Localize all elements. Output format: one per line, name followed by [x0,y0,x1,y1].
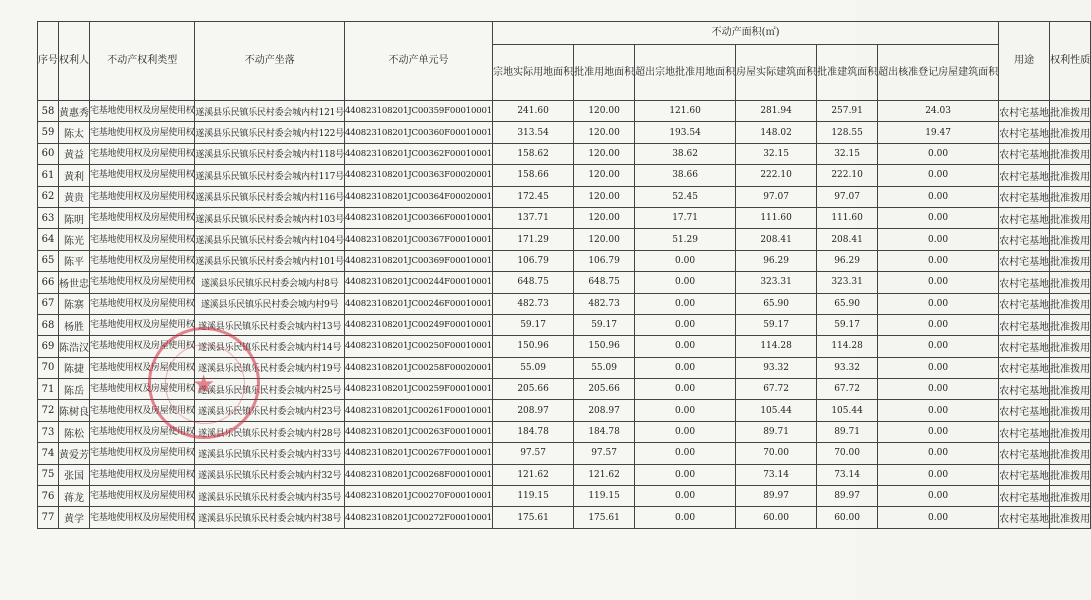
row-building-actual: 32.15 [736,143,817,164]
table-row [38,250,1091,271]
row-building-actual: 111.60 [736,207,817,228]
row-building-excess: 0.00 [878,357,999,378]
row-land-actual: 119.15 [493,486,574,507]
row-land-approved: 120.00 [574,101,635,122]
row-building-actual: 65.90 [736,293,817,314]
row-location: 遂溪县乐民镇乐民村委会城内村117号 [195,165,345,186]
row-building-actual: 114.28 [736,336,817,357]
row-usage: 农村宅基地 [999,443,1050,464]
row-unit-no: 440823108201JC00268F00010001 [345,464,493,485]
row-building-excess: 0.00 [878,486,999,507]
row-seq: 70 [38,357,59,378]
row-building-actual: 323.31 [736,272,817,293]
col-header-building-actual: 房屋实际建筑面积 [736,45,817,101]
row-seq: 67 [38,293,59,314]
row-land-actual: 106.79 [493,250,574,271]
row-land-excess: 0.00 [635,336,736,357]
row-building-actual: 89.97 [736,486,817,507]
row-right-type: 宅基地使用权及房屋使用权 [90,229,195,250]
row-owner: 陈太 [59,122,90,143]
row-land-approved: 150.96 [574,336,635,357]
row-building-approved: 128.55 [817,122,878,143]
row-nature: 批准拨用 [1050,486,1091,507]
row-building-approved: 93.32 [817,357,878,378]
row-location: 遂溪县乐民镇乐民村委会城内村13号 [195,314,345,335]
row-owner: 陈寨 [59,293,90,314]
row-land-actual: 175.61 [493,507,574,528]
row-building-excess: 0.00 [878,336,999,357]
row-usage: 农村宅基地 [999,421,1050,442]
row-seq: 66 [38,272,59,293]
row-nature: 批准拨用 [1050,464,1091,485]
row-seq: 69 [38,336,59,357]
row-land-excess: 0.00 [635,486,736,507]
row-usage: 农村宅基地 [999,507,1050,528]
row-seq: 61 [38,165,59,186]
row-building-actual: 105.44 [736,400,817,421]
row-seq: 59 [38,122,59,143]
row-land-excess: 17.71 [635,207,736,228]
table-row [38,122,1091,143]
row-right-type: 宅基地使用权及房屋使用权 [90,250,195,271]
row-land-approved: 119.15 [574,486,635,507]
row-seq: 75 [38,464,59,485]
row-usage: 农村宅基地 [999,143,1050,164]
row-usage: 农村宅基地 [999,229,1050,250]
table-row [38,357,1091,378]
row-location: 遂溪县乐民镇乐民村委会城内村35号 [195,486,345,507]
row-land-approved: 648.75 [574,272,635,293]
row-seq: 64 [38,229,59,250]
row-seq: 65 [38,250,59,271]
row-building-actual: 281.94 [736,101,817,122]
row-location: 遂溪县乐民镇乐民村委会城内村25号 [195,379,345,400]
row-right-type: 宅基地使用权及房屋使用权 [90,379,195,400]
row-unit-no: 440823108201JC00249F00010001 [345,314,493,335]
row-land-approved: 482.73 [574,293,635,314]
row-seq: 62 [38,186,59,207]
row-building-excess: 0.00 [878,272,999,293]
row-owner: 陈捷 [59,357,90,378]
row-owner: 黄贵 [59,186,90,207]
row-right-type: 宅基地使用权及房屋使用权 [90,421,195,442]
row-location: 遂溪县乐民镇乐民村委会城内村19号 [195,357,345,378]
row-land-excess: 0.00 [635,357,736,378]
table-row [38,314,1091,335]
row-unit-no: 440823108201JC00267F00010001 [345,443,493,464]
row-location: 遂溪县乐民镇乐民村委会城内村33号 [195,443,345,464]
table-row [38,464,1091,485]
row-owner: 黄惠秀 [59,101,90,122]
table-row [38,229,1091,250]
row-right-type: 宅基地使用权及房屋使用权 [90,101,195,122]
row-right-type: 宅基地使用权及房屋使用权 [90,357,195,378]
row-building-approved: 60.00 [817,507,878,528]
row-land-excess: 0.00 [635,464,736,485]
row-land-excess: 0.00 [635,293,736,314]
row-land-actual: 121.62 [493,464,574,485]
row-land-actual: 97.57 [493,443,574,464]
table-row [38,101,1091,122]
row-land-approved: 106.79 [574,250,635,271]
row-building-actual: 97.07 [736,186,817,207]
row-land-excess: 51.29 [635,229,736,250]
row-usage: 农村宅基地 [999,122,1050,143]
row-unit-no: 440823108201JC00360F00010001 [345,122,493,143]
row-right-type: 宅基地使用权及房屋使用权 [90,400,195,421]
row-owner: 蒋龙 [59,486,90,507]
row-seq: 71 [38,379,59,400]
row-location: 遂溪县乐民镇乐民村委会城内村32号 [195,464,345,485]
row-building-excess: 0.00 [878,143,999,164]
row-building-approved: 70.00 [817,443,878,464]
row-right-type: 宅基地使用权及房屋使用权 [90,272,195,293]
row-owner: 黄爱芳 [59,443,90,464]
row-land-approved: 120.00 [574,143,635,164]
row-building-actual: 96.29 [736,250,817,271]
row-land-actual: 55.09 [493,357,574,378]
row-land-excess: 0.00 [635,272,736,293]
row-building-excess: 0.00 [878,186,999,207]
row-building-excess: 0.00 [878,229,999,250]
col-header-building-approved: 批准建筑面积 [817,45,878,101]
row-location: 遂溪县乐民镇乐民村委会城内村101号 [195,250,345,271]
row-building-excess: 0.00 [878,507,999,528]
row-right-type: 宅基地使用权及房屋使用权 [90,464,195,485]
row-building-excess: 0.00 [878,443,999,464]
row-land-approved: 97.57 [574,443,635,464]
row-nature: 批准拨用 [1050,207,1091,228]
col-header-area-actual: 宗地实际用地面积 [493,45,574,101]
row-usage: 农村宅基地 [999,101,1050,122]
row-building-excess: 0.00 [878,421,999,442]
row-right-type: 宅基地使用权及房屋使用权 [90,165,195,186]
row-right-type: 宅基地使用权及房屋使用权 [90,336,195,357]
row-owner: 陈光 [59,229,90,250]
row-building-excess: 0.00 [878,314,999,335]
row-nature: 批准拨用 [1050,186,1091,207]
row-seq: 58 [38,101,59,122]
row-land-actual: 313.54 [493,122,574,143]
row-building-excess: 0.00 [878,165,999,186]
row-land-actual: 184.78 [493,421,574,442]
row-building-actual: 59.17 [736,314,817,335]
row-land-actual: 482.73 [493,293,574,314]
row-unit-no: 440823108201JC00272F00010001 [345,507,493,528]
row-land-excess: 0.00 [635,421,736,442]
row-building-actual: 208.41 [736,229,817,250]
row-land-excess: 38.62 [635,143,736,164]
row-usage: 农村宅基地 [999,272,1050,293]
row-building-excess: 0.00 [878,207,999,228]
row-unit-no: 440823108201JC00270F00010001 [345,486,493,507]
col-header-area-group: 不动产面积(㎡) [493,22,999,45]
row-building-actual: 67.72 [736,379,817,400]
row-location: 遂溪县乐民镇乐民村委会城内村38号 [195,507,345,528]
row-land-approved: 55.09 [574,357,635,378]
row-building-approved: 89.97 [817,486,878,507]
row-building-approved: 89.71 [817,421,878,442]
row-usage: 农村宅基地 [999,464,1050,485]
row-unit-no: 440823108201JC00261F00010001 [345,400,493,421]
row-land-actual: 158.62 [493,143,574,164]
row-land-excess: 0.00 [635,400,736,421]
row-building-approved: 65.90 [817,293,878,314]
row-land-actual: 171.29 [493,229,574,250]
row-land-actual: 59.17 [493,314,574,335]
col-header-usage: 用途 [999,22,1050,101]
row-building-actual: 93.32 [736,357,817,378]
row-building-approved: 96.29 [817,250,878,271]
row-land-approved: 121.62 [574,464,635,485]
row-location: 遂溪县乐民镇乐民村委会城内村28号 [195,421,345,442]
row-right-type: 宅基地使用权及房屋使用权 [90,486,195,507]
row-building-approved: 105.44 [817,400,878,421]
row-nature: 批准拨用 [1050,314,1091,335]
col-header-right-type: 不动产权利类型 [90,22,195,101]
row-land-excess: 0.00 [635,443,736,464]
row-owner: 张国 [59,464,90,485]
row-owner: 黄益 [59,143,90,164]
row-nature: 批准拨用 [1050,122,1091,143]
row-nature: 批准拨用 [1050,443,1091,464]
row-unit-no: 440823108201JC00366F00010001 [345,207,493,228]
row-right-type: 宅基地使用权及房屋使用权 [90,507,195,528]
row-nature: 批准拨用 [1050,336,1091,357]
table-row [38,165,1091,186]
row-building-approved: 32.15 [817,143,878,164]
row-building-excess: 0.00 [878,464,999,485]
row-location: 遂溪县乐民镇乐民村委会城内村14号 [195,336,345,357]
row-location: 遂溪县乐民镇乐民村委会城内村8号 [195,272,345,293]
table-row [38,293,1091,314]
row-land-excess: 0.00 [635,507,736,528]
row-building-approved: 208.41 [817,229,878,250]
row-usage: 农村宅基地 [999,293,1050,314]
col-header-building-excess: 超出核准登记房屋建筑面积 [878,45,999,101]
row-building-approved: 73.14 [817,464,878,485]
row-owner: 陈浩汉 [59,336,90,357]
row-land-excess: 0.00 [635,314,736,335]
table-row [38,272,1091,293]
row-seq: 63 [38,207,59,228]
row-nature: 批准拨用 [1050,143,1091,164]
table-row [38,507,1091,528]
row-land-actual: 137.71 [493,207,574,228]
row-building-excess: 0.00 [878,250,999,271]
row-nature: 批准拨用 [1050,101,1091,122]
row-owner: 陈平 [59,250,90,271]
row-land-actual: 241.60 [493,101,574,122]
row-owner: 杨世忠 [59,272,90,293]
row-owner: 黄利 [59,165,90,186]
col-header-area-approved: 批准用地面积 [574,45,635,101]
table-row [38,421,1091,442]
row-owner: 黄学 [59,507,90,528]
row-building-actual: 89.71 [736,421,817,442]
table-row [38,207,1091,228]
row-nature: 批准拨用 [1050,421,1091,442]
row-nature: 批准拨用 [1050,272,1091,293]
row-land-approved: 120.00 [574,229,635,250]
row-right-type: 宅基地使用权及房屋使用权 [90,122,195,143]
row-building-excess: 19.47 [878,122,999,143]
table-row [38,379,1091,400]
row-land-approved: 120.00 [574,122,635,143]
row-land-excess: 38.66 [635,165,736,186]
row-owner: 陈明 [59,207,90,228]
row-seq: 72 [38,400,59,421]
row-nature: 批准拨用 [1050,250,1091,271]
table-row [38,486,1091,507]
row-building-approved: 323.31 [817,272,878,293]
row-unit-no: 440823108201JC00259F00010001 [345,379,493,400]
row-usage: 农村宅基地 [999,336,1050,357]
row-building-actual: 73.14 [736,464,817,485]
row-building-excess: 0.00 [878,400,999,421]
col-header-owner: 权利人 [59,22,90,101]
row-right-type: 宅基地使用权及房屋使用权 [90,443,195,464]
row-nature: 批准拨用 [1050,507,1091,528]
row-land-actual: 648.75 [493,272,574,293]
row-building-approved: 59.17 [817,314,878,335]
row-land-actual: 172.45 [493,186,574,207]
row-owner: 陈树良 [59,400,90,421]
row-seq: 77 [38,507,59,528]
row-usage: 农村宅基地 [999,400,1050,421]
table-row [38,336,1091,357]
row-unit-no: 440823108201JC00244F00010001 [345,272,493,293]
col-header-seq: 序号 [38,22,59,101]
row-land-actual: 158.66 [493,165,574,186]
row-nature: 批准拨用 [1050,400,1091,421]
row-usage: 农村宅基地 [999,486,1050,507]
row-right-type: 宅基地使用权及房屋使用权 [90,207,195,228]
row-seq: 68 [38,314,59,335]
row-usage: 农村宅基地 [999,207,1050,228]
row-building-excess: 24.03 [878,101,999,122]
row-usage: 农村宅基地 [999,357,1050,378]
row-location: 遂溪县乐民镇乐民村委会城内村118号 [195,143,345,164]
row-land-actual: 150.96 [493,336,574,357]
red-seal-stamp: ★ [148,327,260,439]
row-unit-no: 440823108201JC00367F00010001 [345,229,493,250]
table-row [38,186,1091,207]
row-unit-no: 440823108201JC00359F00010001 [345,101,493,122]
col-header-location: 不动产坐落 [195,22,345,101]
row-land-approved: 208.97 [574,400,635,421]
row-right-type: 宅基地使用权及房屋使用权 [90,143,195,164]
row-building-approved: 222.10 [817,165,878,186]
row-building-approved: 97.07 [817,186,878,207]
row-owner: 陈松 [59,421,90,442]
row-usage: 农村宅基地 [999,186,1050,207]
row-seq: 60 [38,143,59,164]
row-land-excess: 193.54 [635,122,736,143]
row-land-approved: 184.78 [574,421,635,442]
row-unit-no: 440823108201JC00246F00010001 [345,293,493,314]
row-land-approved: 175.61 [574,507,635,528]
row-land-approved: 120.00 [574,165,635,186]
row-land-actual: 205.66 [493,379,574,400]
row-location: 遂溪县乐民镇乐民村委会城内村103号 [195,207,345,228]
row-building-approved: 67.72 [817,379,878,400]
row-right-type: 宅基地使用权及房屋使用权 [90,314,195,335]
row-location: 遂溪县乐民镇乐民村委会城内村122号 [195,122,345,143]
row-land-approved: 59.17 [574,314,635,335]
row-right-type: 宅基地使用权及房屋使用权 [90,293,195,314]
row-owner: 杨胜 [59,314,90,335]
row-land-approved: 120.00 [574,207,635,228]
row-usage: 农村宅基地 [999,379,1050,400]
row-unit-no: 440823108201JC00250F00010001 [345,336,493,357]
registry-table [37,21,1091,529]
row-unit-no: 440823108201JC00363F00020001 [345,165,493,186]
row-seq: 76 [38,486,59,507]
row-building-approved: 114.28 [817,336,878,357]
row-nature: 批准拨用 [1050,379,1091,400]
row-building-actual: 60.00 [736,507,817,528]
row-land-excess: 0.00 [635,250,736,271]
row-owner: 陈岳 [59,379,90,400]
row-land-approved: 205.66 [574,379,635,400]
row-nature: 批准拨用 [1050,229,1091,250]
row-location: 遂溪县乐民镇乐民村委会城内村104号 [195,229,345,250]
row-land-excess: 121.60 [635,101,736,122]
row-unit-no: 440823108201JC00369F00010001 [345,250,493,271]
row-location: 遂溪县乐民镇乐民村委会城内村116号 [195,186,345,207]
row-usage: 农村宅基地 [999,314,1050,335]
row-unit-no: 440823108201JC00364F00020001 [345,186,493,207]
row-location: 遂溪县乐民镇乐民村委会城内村23号 [195,400,345,421]
row-building-actual: 70.00 [736,443,817,464]
row-building-excess: 0.00 [878,379,999,400]
row-building-approved: 111.60 [817,207,878,228]
row-seq: 73 [38,421,59,442]
row-usage: 农村宅基地 [999,250,1050,271]
row-land-excess: 0.00 [635,379,736,400]
row-unit-no: 440823108201JC00263F00010001 [345,421,493,442]
row-usage: 农村宅基地 [999,165,1050,186]
row-right-type: 宅基地使用权及房屋使用权 [90,186,195,207]
row-building-actual: 222.10 [736,165,817,186]
row-unit-no: 440823108201JC00258F00020001 [345,357,493,378]
row-land-excess: 52.45 [635,186,736,207]
table-row [38,400,1091,421]
row-land-approved: 120.00 [574,186,635,207]
col-header-nature: 权利性质 [1050,22,1091,101]
col-header-area-excess: 超出宗地批准用地面积 [635,45,736,101]
row-seq: 74 [38,443,59,464]
row-building-excess: 0.00 [878,293,999,314]
row-nature: 批准拨用 [1050,165,1091,186]
row-building-actual: 148.02 [736,122,817,143]
table-row [38,143,1091,164]
table-body [38,101,1091,529]
row-nature: 批准拨用 [1050,357,1091,378]
row-building-approved: 257.91 [817,101,878,122]
col-header-unit-no: 不动产单元号 [345,22,493,101]
row-nature: 批准拨用 [1050,293,1091,314]
table-row [38,443,1091,464]
row-location: 遂溪县乐民镇乐民村委会城内村121号 [195,101,345,122]
row-unit-no: 440823108201JC00362F00010001 [345,143,493,164]
row-location: 遂溪县乐民镇乐民村委会城内村9号 [195,293,345,314]
row-land-actual: 208.97 [493,400,574,421]
